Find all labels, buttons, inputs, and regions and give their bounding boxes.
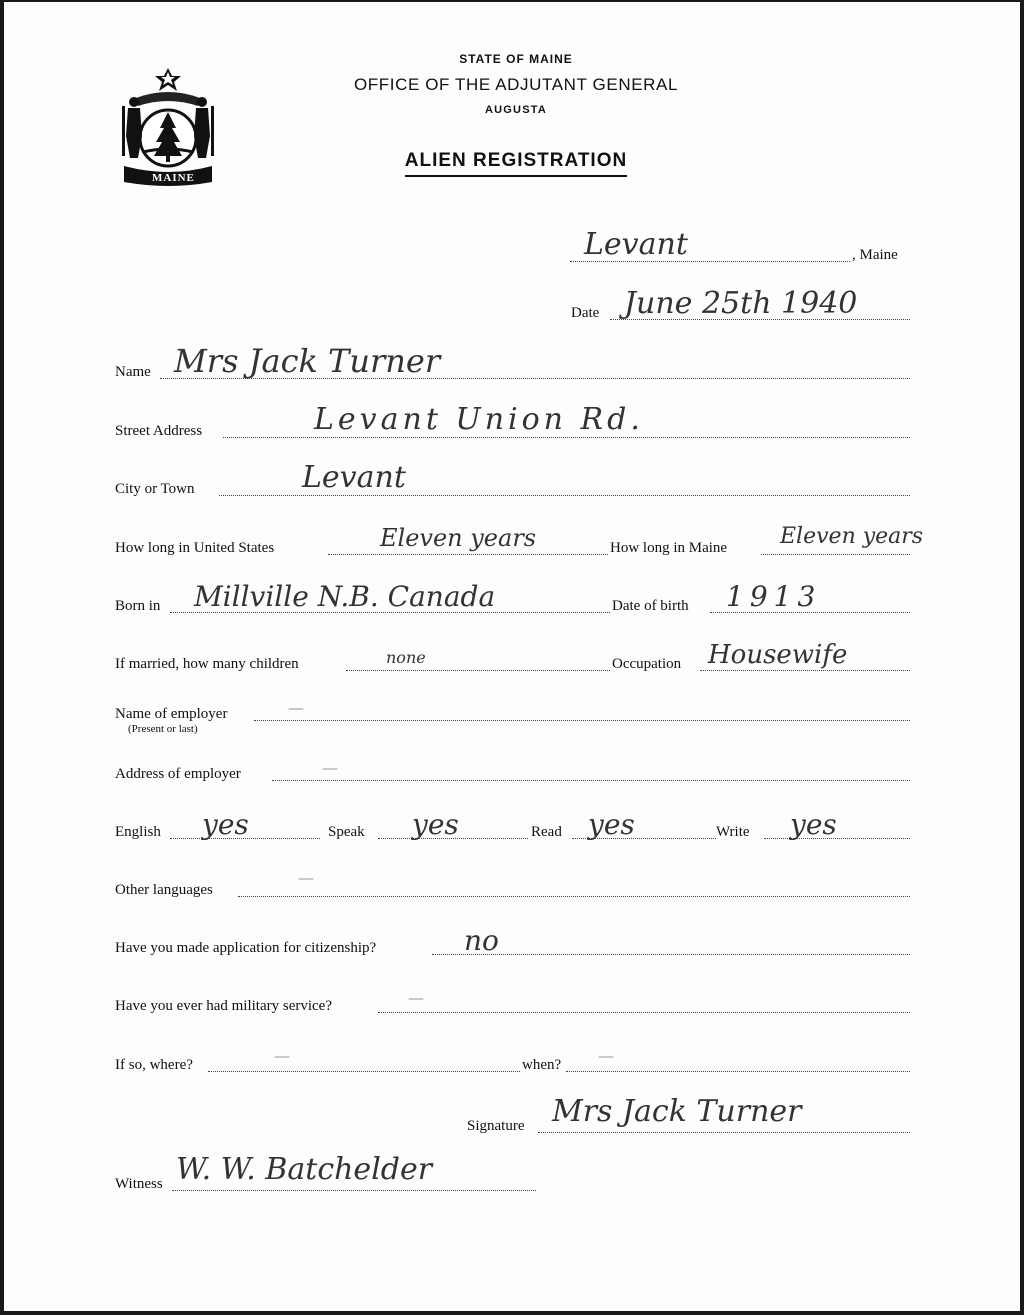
where-label: If so, where? [115,1057,193,1073]
date-of-birth-label: Date of birth [612,598,689,614]
how-long-us-entry: Eleven years [380,524,537,552]
how-long-us-label: How long in United States [115,540,275,556]
employer-name-entry: — [288,698,304,717]
employer-address-label: Address of employer [115,766,241,782]
write-label: Write [716,824,750,840]
other-languages-entry: — [298,868,314,887]
where-line [208,1071,520,1072]
seal-banner-text: MAINE [152,172,195,184]
name-entry: Mrs Jack Turner [174,342,441,380]
city-or-town-entry: Levant [302,460,406,495]
witness-label: Witness [115,1176,163,1192]
date-label: Date [571,305,600,321]
date-of-birth-entry: 1913 [726,580,822,613]
military-line [378,1012,910,1013]
occupation-entry: Housewife [708,640,848,670]
witness-line [172,1190,536,1191]
read-entry: yes [588,808,635,841]
employer-address-line [272,780,910,781]
date-entry: June 25th 1940 [624,286,858,321]
children-entry: none [386,648,426,667]
read-label: Read [531,824,562,840]
how-long-maine-entry: Eleven years [780,524,924,549]
employer-address-entry: — [322,758,338,777]
children-line [346,670,610,671]
name-label: Name [115,364,151,380]
citizenship-label: Have you made application for citizenship? [115,940,377,956]
city-or-town-label: City or Town [115,481,195,497]
office-heading: OFFICE OF THE ADJUTANT GENERAL [353,75,679,94]
street-address-line [223,437,910,438]
street-address-entry: Levant Union Rd. [314,402,644,437]
military-entry: — [408,988,424,1007]
witness-entry: W. W. Batchelder [176,1152,433,1187]
employer-name-label: Name of employer [115,706,228,722]
when-entry: — [598,1046,614,1065]
other-languages-label: Other languages [115,882,213,898]
place-suffix: , Maine [852,247,898,263]
signature-entry: Mrs Jack Turner [552,1094,802,1129]
how-long-maine-label: How long in Maine [610,540,728,556]
write-line [764,838,910,839]
born-in-label: Born in [115,598,161,614]
signature-line [538,1132,910,1133]
english-entry: yes [202,808,249,841]
city-or-town-line [219,495,910,496]
military-label: Have you ever had military service? [115,998,332,1014]
registration-form-page [4,2,1020,1311]
how-long-us-line [328,554,608,555]
when-line [566,1071,910,1072]
english-label: English [115,824,161,840]
citizenship-line [432,954,910,955]
other-languages-line [238,896,910,897]
employer-name-line [254,720,910,721]
form-title: ALIEN REGISTRATION [8,150,1020,172]
state-heading: STATE OF MAINE [459,52,573,66]
occupation-label: Occupation [612,656,682,672]
children-label: If married, how many children [115,656,299,672]
signature-label: Signature [467,1118,525,1134]
occupation-line [700,670,910,671]
born-in-entry: Millville N.B. Canada [194,580,496,613]
write-entry: yes [790,808,837,841]
how-long-maine-line [761,554,910,555]
when-label: when? [522,1057,562,1073]
citizenship-entry: no [464,924,499,957]
speak-label: Speak [328,824,365,840]
place-entry: Levant [584,227,688,262]
city-heading: AUGUSTA [485,104,547,116]
employer-name-note: (Present or last) [128,723,198,735]
street-address-label: Street Address [115,423,203,439]
where-entry: — [274,1046,290,1065]
speak-entry: yes [412,808,459,841]
